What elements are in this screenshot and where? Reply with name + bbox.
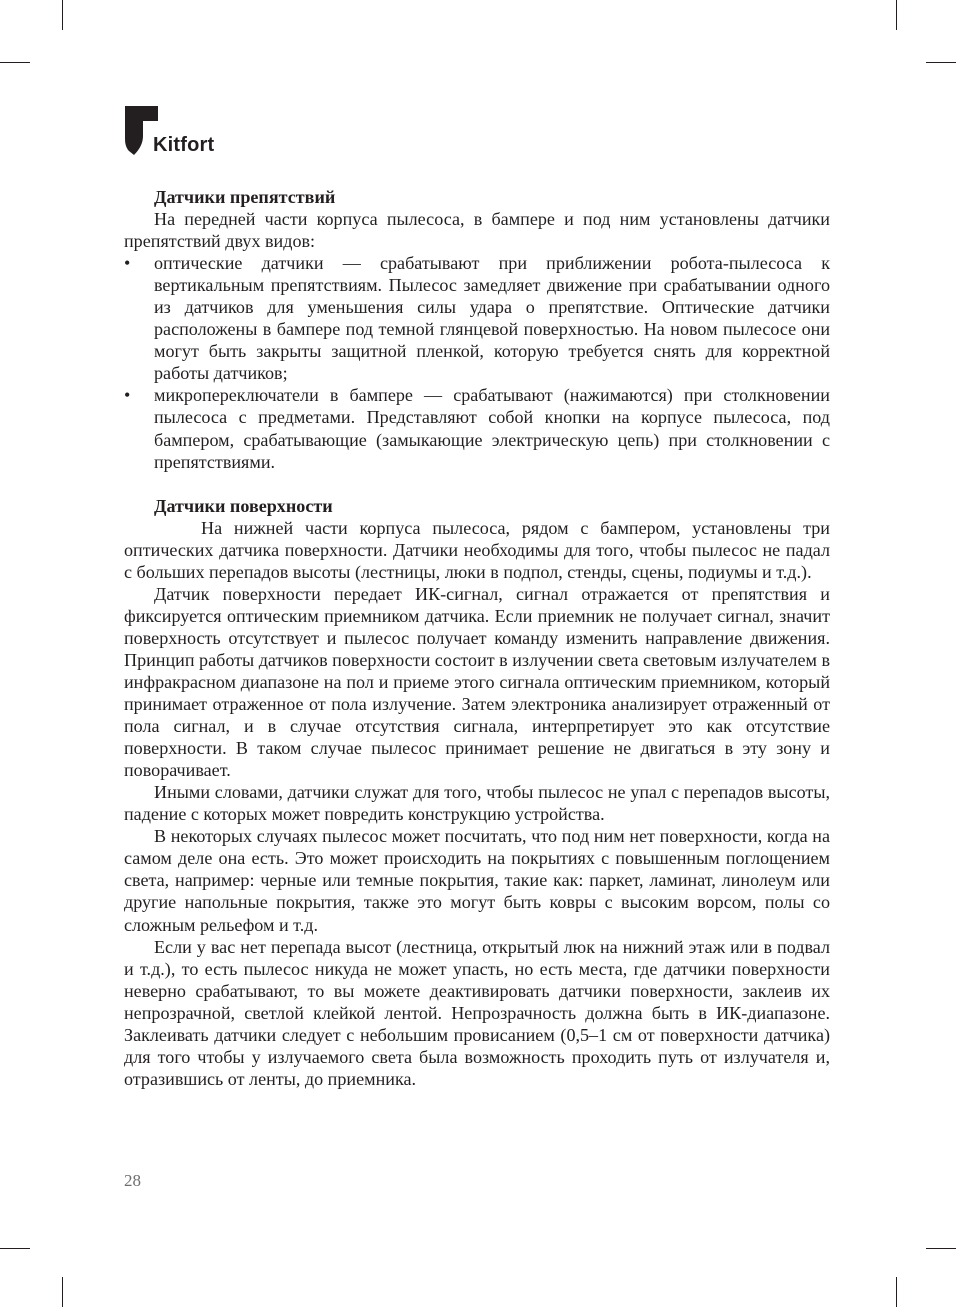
section-heading-obstacle: Датчики препятствий bbox=[154, 187, 336, 207]
page-number: 28 bbox=[124, 1171, 141, 1190]
list-item bbox=[124, 384, 830, 472]
paragraph: Если у вас нет перепада высот (лестница, открытый люк на нижний этаж или в подвал и т.д.), то есть пылесос никуда не может упасть, но есть места, где датчики поверхности неверно срабатывают, то вы можете деактивировать датчики поверхности, заклеив их непрозрачной, светлой клейкой лентой. Непрозрачность должна быть в ИК-диапазоне. Заклеивать датчики следует с небольшим провисанием (0,5–1 см от поверхности датчика) для того чтобы у излучаемого света была возможность проходить путь от излучателя и, отразившись от ленты, до приемника. bbox=[124, 936, 830, 1089]
crop-mark bbox=[896, 0, 897, 30]
list-item-text: оптические датчики — срабатывают при приближении робота-пылесоса к вертикальным препятствиям. Пылесос замедляет движение при срабатывании одного из датчиков для уменьшения силы удара о препятствие. Оптические датчики расположены в бампере под темной глянцевой поверхностью. На новом пылесосе они могут быть закрыты защитной пленкой, которую требуется снять для корректной работы датчиков; bbox=[154, 253, 830, 384]
bullet-symbol: • bbox=[124, 253, 131, 274]
crop-mark bbox=[62, 1277, 63, 1307]
page-content bbox=[124, 186, 830, 1090]
obstacle-intro: На передней части корпуса пылесоса, в бампере и под ним установлены датчики препятствий двух видов: bbox=[124, 209, 830, 252]
crop-mark bbox=[62, 0, 63, 30]
crop-mark bbox=[896, 1277, 897, 1307]
list-item-text: микропереключатели в бампере — срабатывают (нажимаются) при столкновении пылесоса с предметами. Представляют собой кнопки на корпусе пылесоса, под бампером, срабатывающие (замыкающие электрическую цепь) при столкновении с препятствиями. bbox=[154, 385, 830, 472]
brand-name: Kitfort bbox=[153, 134, 215, 156]
bullet-symbol: • bbox=[124, 385, 131, 406]
crop-mark bbox=[926, 1248, 956, 1249]
paragraph: На нижней части корпуса пылесоса, рядом с бампером, установлены три оптических датчика поверхности. Датчики необходимы для того, чтобы пылесос не падал с больших перепадов высоты (лестницы, люки в подпол, стенды, сцены, подиумы и т.д.). bbox=[124, 517, 830, 582]
brand-logo bbox=[125, 106, 235, 158]
paragraph: Датчик поверхности передает ИК-сигнал, сигнал отражается от препятствия и фиксируется оптическим приемником датчика. Если приемник не получает сигнал, значит поверхность отсутствует и пылесос получает команду изменить направление движения. Принцип работы датчиков поверхности состоит в излучении света световым излучателем в инфракрасном диапазоне на пол и приеме этого сигнала оптическим приемником, который принимает отраженное от пола излучение. Затем электроника анализирует отраженный от пола сигнал, и в случае отсутствия сигнала, интерпретирует это как отсутствие поверхности. В таком случае пылесос принимает решение не двигаться в эту зону и поворачивает. bbox=[124, 583, 831, 781]
obstacle-sensor-list bbox=[124, 252, 830, 472]
crop-mark bbox=[926, 62, 956, 63]
paragraph: Иными словами, датчики служат для того, чтобы пылесос не упал с перепадов высоты, падение с которых может повредить конструкцию устройства. bbox=[124, 782, 830, 825]
list-item bbox=[124, 252, 830, 384]
crop-mark bbox=[0, 62, 30, 63]
section-heading-surface: Датчики поверхности bbox=[154, 495, 333, 516]
crop-mark bbox=[0, 1248, 30, 1249]
paragraph: В некоторых случаях пылесос может посчитать, что под ним нет поверхности, когда на самом деле она есть. Это может происходить на покрытиях с повышенным поглощением света, например: черные или темные покрытия, такие как: паркет, ламинат, линолеум или другие напольные покрытия, также это могут быть ковры с высоким ворсом, полы со сложным рельефом и т.д. bbox=[124, 826, 830, 935]
